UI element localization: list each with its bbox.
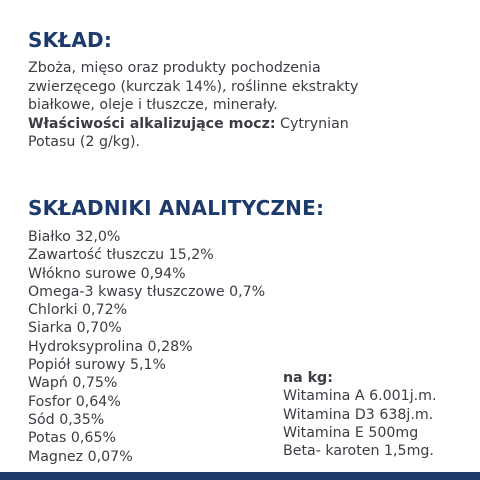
urine-alkalizing-line [28,115,468,134]
composition-heading: SKŁAD: [28,28,113,52]
analytical-item: Omega-3 kwasy tłuszczowe 0,7% [28,283,266,300]
per-kg-list [283,369,437,460]
composition-line: Potasu (2 g/kg). [28,134,141,150]
analytical-heading: SKŁADNIKI ANALITYCZNE: [28,196,325,220]
analytical-item: Wapń 0,75% [28,375,118,392]
analytical-item: Potas 0,65% [28,430,116,447]
analytical-list [28,228,265,466]
composition-line: zwierzęcego (kurczak 14%), roślinne ekstrakty [28,78,359,95]
composition-line: białkowe, oleje i tłuszcze, minerały. [28,97,278,113]
urine-alkalizing-value: Cytrynian [275,115,349,132]
analytical-item: Fosfor 0,64% [28,393,121,410]
analytical-item: Zawartość tłuszczu 15,2% [28,247,214,264]
analytical-item: Sód 0,35% [28,411,105,428]
bottom-bar [0,472,480,480]
analytical-item: Chlorki 0,72% [28,302,128,319]
composition-line: Zboża, mięso oraz produkty pochodzenia [28,60,321,76]
urine-alkalizing-label: Właściwości alkalizujące mocz: [28,115,276,132]
analytical-item: Hydroksyprolina 0,28% [28,338,193,355]
vitamin-item: Witamina E 500mg [283,424,419,441]
vitamin-item: Beta- karoten 1,5mg. [283,443,434,460]
analytical-item: Popiół surowy 5,1% [28,357,167,374]
vitamin-item: Witamina A 6.001j.m. [283,388,437,405]
analytical-item: Włókno surowe 0,94% [28,265,186,282]
per-kg-title: na kg: [283,370,333,386]
analytical-item: Magnez 0,07% [28,448,133,465]
vitamin-item: Witamina D3 638j.m. [283,406,434,423]
analytical-item: Siarka 0,70% [28,320,122,337]
analytical-item: Białko 32,0% [28,229,121,245]
composition-text [28,59,468,152]
